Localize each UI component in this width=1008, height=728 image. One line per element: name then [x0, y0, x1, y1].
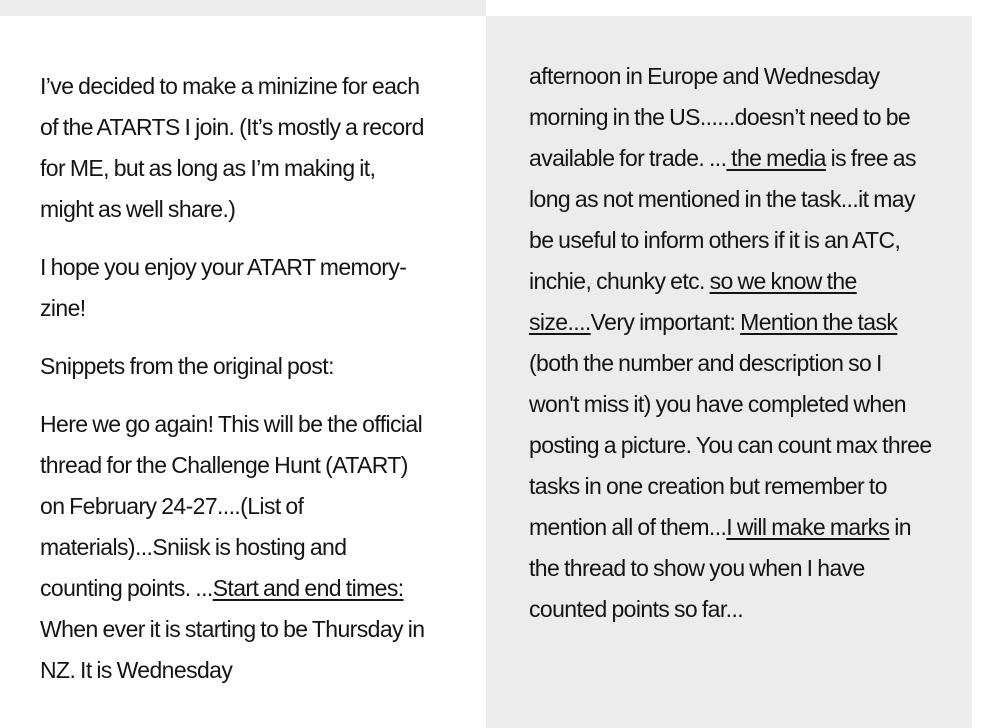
right-text-block — [529, 56, 934, 630]
post-text-start: Here we go again! This will be the official thread for the Challenge Hunt (ATART) on February 24-27....(List of materials)...Sniisk is hosting and counting points. ... — [40, 411, 423, 601]
rules-text-5: in the thread to show you when I have counted points so far... — [529, 514, 911, 622]
right-page-column — [486, 16, 972, 728]
rules-text-3: Very important: — [590, 309, 741, 335]
start-end-times-underline: Start and end times: — [212, 575, 404, 601]
rules-text-4: (both the number and description so I won't miss it) you have completed when posting a picture. You can count max three tasks in one creation but remember to mention all of them... — [529, 350, 932, 540]
rules-text-1: afternoon in Europe and Wednesday morning in the US......doesn’t need to be available for trade. ... — [529, 63, 911, 171]
top-strip-right — [486, 0, 1008, 16]
top-strip-left — [0, 0, 486, 16]
snippets-heading: Snippets from the original post: — [40, 353, 334, 379]
left-page-column — [0, 16, 486, 728]
original-post-excerpt — [40, 404, 430, 691]
rules-text-2: is free as long as not mentioned in the task...it may be useful to inform others if it is an ATC, inchie, chunky etc. — [529, 145, 916, 294]
make-marks-underline: I will make marks — [726, 514, 890, 540]
right-page-edge — [972, 0, 1008, 728]
mention-task-underline: Mention the task — [740, 309, 898, 335]
post-text-times: When ever it is starting to be Thursday in NZ. It is Wednesday — [40, 616, 425, 683]
rules-excerpt — [529, 56, 934, 630]
memory-zine-paragraph: I hope you enjoy your ATART memory-zine! — [40, 254, 407, 321]
size-underline: so we know the size.... — [529, 268, 857, 335]
intro-paragraph: I’ve decided to make a minizine for each of the ATARTS I join. (It’s mostly a record for ME, but as long as I’m making it, might as well share.) — [40, 73, 424, 222]
media-underline: the media — [726, 145, 826, 171]
left-text-block — [40, 66, 430, 691]
